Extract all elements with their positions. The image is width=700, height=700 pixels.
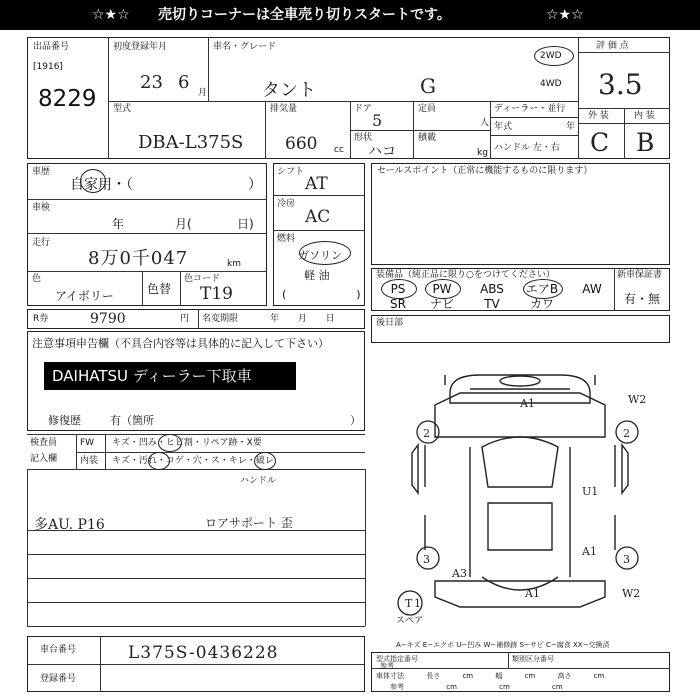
note-1: 多AU. P16 <box>34 517 105 533</box>
equip-aw: AW <box>582 282 602 296</box>
equip-pw-circle <box>425 279 461 299</box>
equip-pw: PW <box>432 282 452 296</box>
handle-note: ハンドル <box>240 476 277 486</box>
type-value: 自家用・（ <box>70 177 133 193</box>
diagram-mark-2-right: 2 <box>623 427 630 440</box>
lot-label: 出品番号 <box>33 42 70 52</box>
diagram-mark-a1-rear: A1 <box>525 587 540 600</box>
year-unit: 年 <box>566 122 576 132</box>
recycle-label: R券 <box>33 314 49 324</box>
ref-label: 参考 <box>380 662 394 670</box>
drive-2wd: 2WD <box>540 51 562 61</box>
equip-abs: ABS <box>480 282 504 296</box>
inspect-day: 日) <box>237 217 254 231</box>
reg-month-unit: 月 <box>198 88 208 98</box>
disp-label: 排気量 <box>270 104 298 114</box>
diagram-mark-a1-side: A1 <box>582 545 597 558</box>
damage-legend: A−キズ E−エクボ U−凹み W−補修跡 S−サビ C−腐食 XX−交換済 <box>396 641 610 649</box>
interior-text: キズ・汚れ・コゲ・穴・ス・キレ・破レ <box>112 456 274 466</box>
top-banner <box>0 0 700 30</box>
repair-label: 修復歴 <box>48 414 81 427</box>
diagram-mark-w2-rear: W2 <box>622 587 641 600</box>
ac: AC <box>305 207 331 227</box>
capacity-label: 定員 <box>418 104 437 114</box>
type-cert-label: 型式指定番号 <box>376 655 418 663</box>
inspect-label: 車検 <box>32 203 51 213</box>
inspector-label: 検査員 <box>30 438 58 448</box>
diagram-mark-t: T <box>405 597 413 610</box>
reg-number-label: 登録番号 <box>40 674 77 684</box>
handle-label: ハンドル 左・右 <box>494 143 560 153</box>
exterior-grade: C <box>590 128 610 157</box>
interior-grade: B <box>636 128 655 157</box>
diagram-mark-3-left: 3 <box>423 553 430 566</box>
mileage: 8万0千047 <box>88 248 189 269</box>
proof-date: 年 月 日 <box>270 314 335 324</box>
drive-4wd: 4WD <box>540 79 562 89</box>
equip-ps: PS <box>390 282 406 296</box>
shape-label: 形状 <box>354 133 373 143</box>
fuel-diesel: 軽 油 <box>304 269 330 282</box>
dealer-label: ディーラー・並行 <box>494 104 566 114</box>
doors: 5 <box>372 111 383 130</box>
book-value: 有・無 <box>624 292 661 306</box>
fuel-paren: ( ) <box>282 288 361 301</box>
proof-label: 名変期限 <box>202 314 239 324</box>
banner-stars-left: ☆★☆ <box>92 7 130 23</box>
diagram-mark-2-left: 2 <box>423 427 430 440</box>
recycle-value: 9790 <box>90 311 126 327</box>
report-label: 注意事項申告欄（不具合内容等は具体的に記入して下さい） <box>32 337 329 350</box>
year-label: 年式 <box>494 122 513 132</box>
diagram-mark-a1-top: A1 <box>520 397 535 410</box>
car-name: タント <box>262 80 316 101</box>
displacement: 660 <box>285 134 318 154</box>
fw-circle <box>158 434 182 452</box>
after-box <box>371 315 670 343</box>
mileage-unit: km <box>227 259 241 269</box>
after-label: 後日部 <box>376 318 404 328</box>
name-label: 車名・グレード <box>213 42 277 52</box>
repair-value: 有（箇所 <box>110 414 154 427</box>
interior-row-label: 内装 <box>80 456 99 466</box>
equip-tv: TV <box>484 297 500 311</box>
diagram-mark-3-right: 3 <box>623 553 630 566</box>
entry-label: 記入欄 <box>30 454 58 464</box>
fuel-label: 燃料 <box>277 234 296 244</box>
reg-year: 23 <box>140 72 163 93</box>
note-2: ロアサポート 歪 <box>205 516 293 530</box>
shift-label: シフト <box>277 167 305 177</box>
sales-label: セールスポイント（正常に機能するものに限ります） <box>377 166 593 176</box>
dealer-banner: DAIHATSU ディーラー下取車 <box>44 362 296 390</box>
type-label: 車歴 <box>32 167 51 177</box>
color-code-label: 色コード <box>184 274 221 284</box>
spare-label: スペア <box>396 616 424 626</box>
color-code: T19 <box>200 284 233 304</box>
equip-sr: SR <box>390 297 406 311</box>
sales-box <box>371 163 670 265</box>
color-value: アイボリー <box>55 289 114 303</box>
inspect-month: 月( <box>175 217 192 231</box>
chassis-number: L375S-0436228 <box>128 643 279 663</box>
fw-label: FW <box>80 438 95 448</box>
diagram-mark-1: 1 <box>414 597 421 610</box>
equip-ps-circle <box>381 279 417 299</box>
ac-label: 冷房 <box>277 199 296 209</box>
interior-label: 内 装 <box>634 111 655 121</box>
grade-score: 3.5 <box>598 68 643 101</box>
color-change-label: 色替 <box>147 282 172 296</box>
fw-text: キズ・凹み・ヒビ割・リペア跡・X要 <box>112 438 262 448</box>
equip-airbag: エアB <box>525 282 559 296</box>
interior-circle-2 <box>254 452 276 470</box>
inspect-year: 年 <box>112 217 125 231</box>
equip-label: 装備品（純正品に限り○をつけてください） <box>376 270 555 280</box>
reg-label: 初度登録年月 <box>113 42 168 52</box>
shape: ハコ <box>368 144 396 160</box>
exterior-label: 外 装 <box>588 111 609 121</box>
drive-2wd-circle <box>534 46 574 66</box>
repair-close: ） <box>350 414 361 427</box>
lot-number: 8229 <box>38 86 97 112</box>
interior-circle-1 <box>148 452 170 470</box>
car-damage-diagram <box>370 345 670 645</box>
banner-text: 売切りコーナーは全車売り切りスタートです。 <box>158 7 451 23</box>
mileage-label: 走行 <box>32 238 51 248</box>
load-label: 積載 <box>418 133 437 143</box>
recycle-unit: 円 <box>180 314 190 324</box>
model-code: DBA-L375S <box>138 132 244 153</box>
book-label: 新車保証書 <box>617 270 663 280</box>
door-label: ドア <box>354 104 372 114</box>
fuel-circle <box>299 241 351 265</box>
shift: AT <box>305 174 328 194</box>
model-label: 型式 <box>113 104 132 114</box>
banner-stars-right: ☆★☆ <box>546 7 584 23</box>
grade-score-label: 評 価 点 <box>596 41 629 51</box>
color-label: 色 <box>32 274 42 284</box>
type-close: ） <box>248 177 262 193</box>
disp-unit: cc <box>334 145 344 155</box>
lot-sub: [1916] <box>33 62 63 72</box>
type-circle <box>80 169 106 193</box>
grade: G <box>420 74 436 98</box>
chassis-label: 車台番号 <box>40 645 77 655</box>
dims: 車体寸法 長さ cm 幅 cm 高さ cm <box>376 672 605 680</box>
diagram-mark-u1: U1 <box>582 485 599 498</box>
fuel-gas: ガソリン <box>298 249 342 262</box>
equip-leather: カワ <box>529 297 554 311</box>
diagram-mark-w2-top: W2 <box>628 393 647 406</box>
load-unit: kg <box>477 148 488 158</box>
dims-ref: 参考 cm cm cm <box>390 683 563 691</box>
diagram-mark-a3: A3 <box>452 567 467 580</box>
reg-month: 6 <box>178 72 190 93</box>
class-label: 類別区分番号 <box>512 655 554 663</box>
equip-airbag-circle <box>523 279 563 299</box>
capacity-unit: 人 <box>480 118 490 128</box>
equip-navi: ナビ <box>429 297 454 311</box>
